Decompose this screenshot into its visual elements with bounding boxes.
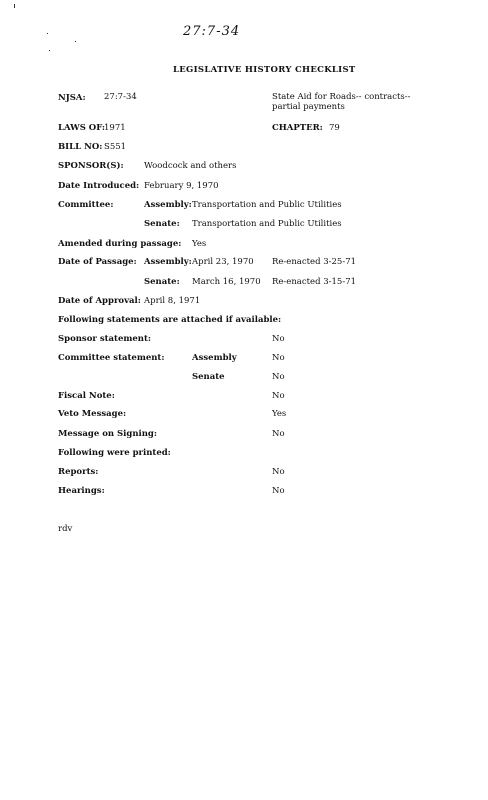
- date-introduced-label: Date Introduced:: [58, 181, 140, 191]
- approval-value: April 8, 1971: [144, 296, 201, 306]
- committee-statement-label: Committee statement:: [58, 353, 165, 363]
- passage-assembly-date: April 23, 1970: [192, 257, 254, 267]
- scan-speck: [14, 4, 15, 8]
- committee-assembly-label: Assembly:: [144, 200, 192, 210]
- approval-label: Date of Approval:: [58, 296, 141, 306]
- passage-assembly-reenacted: Re-enacted 3-25-71: [272, 257, 357, 267]
- reports-value: No: [272, 467, 285, 477]
- committee-statement-assembly-label: Assembly: [192, 353, 237, 363]
- committee-statement-assembly-value: No: [272, 353, 285, 363]
- passage-label: Date of Passage:: [58, 257, 137, 267]
- committee-assembly-value: Transportation and Public Utilities: [192, 200, 342, 210]
- statements-header: Following statements are attached if available:: [58, 315, 282, 325]
- message-signing-value: No: [272, 429, 285, 439]
- committee-senate-label: Senate:: [144, 219, 180, 229]
- scan-speck: [75, 41, 76, 42]
- hearings-label: Hearings:: [58, 486, 105, 496]
- laws-of-value: 1971: [104, 123, 126, 133]
- chapter-value: 79: [329, 123, 340, 133]
- chapter-label: CHAPTER:: [272, 123, 323, 133]
- reports-label: Reports:: [58, 467, 99, 477]
- subject-line-1: State Aid for Roads-- contracts--: [272, 92, 411, 102]
- bill-no-label: BILL NO:: [58, 142, 103, 152]
- laws-of-label: LAWS OF:: [58, 123, 106, 133]
- scan-speck: [49, 50, 50, 51]
- amended-value: Yes: [192, 239, 207, 249]
- sponsor-statement-value: No: [272, 334, 285, 344]
- committee-label: Committee:: [58, 200, 114, 210]
- message-signing-label: Message on Signing:: [58, 429, 157, 439]
- njsa-value: 27:7-34: [104, 92, 137, 102]
- scan-speck: [47, 33, 48, 34]
- date-introduced-value: February 9, 1970: [144, 181, 219, 191]
- amended-label: Amended during passage:: [58, 239, 182, 249]
- bill-no-value: S551: [104, 142, 127, 152]
- page-title: LEGISLATIVE HISTORY CHECKLIST: [173, 65, 356, 75]
- subject-line-2: partial payments: [272, 102, 345, 112]
- veto-message-value: Yes: [272, 409, 287, 419]
- committee-senate-value: Transportation and Public Utilities: [192, 219, 342, 229]
- passage-assembly-label: Assembly:: [144, 257, 192, 267]
- hearings-value: No: [272, 486, 285, 496]
- committee-statement-senate-label: Senate: [192, 372, 225, 382]
- sponsors-label: SPONSOR(S):: [58, 161, 124, 171]
- sponsor-statement-label: Sponsor statement:: [58, 334, 152, 344]
- handwritten-statute-number: 27:7-34: [183, 24, 241, 39]
- fiscal-note-label: Fiscal Note:: [58, 391, 115, 401]
- fiscal-note-value: No: [272, 391, 285, 401]
- sponsors-value: Woodcock and others: [144, 161, 237, 171]
- committee-statement-senate-value: No: [272, 372, 285, 382]
- passage-senate-label: Senate:: [144, 277, 180, 287]
- printed-header: Following were printed:: [58, 448, 171, 458]
- passage-senate-reenacted: Re-enacted 3-15-71: [272, 277, 357, 287]
- preparer-initials: rdv: [58, 524, 73, 534]
- passage-senate-date: March 16, 1970: [192, 277, 261, 287]
- njsa-label: NJSA:: [58, 93, 86, 103]
- veto-message-label: Veto Message:: [58, 409, 127, 419]
